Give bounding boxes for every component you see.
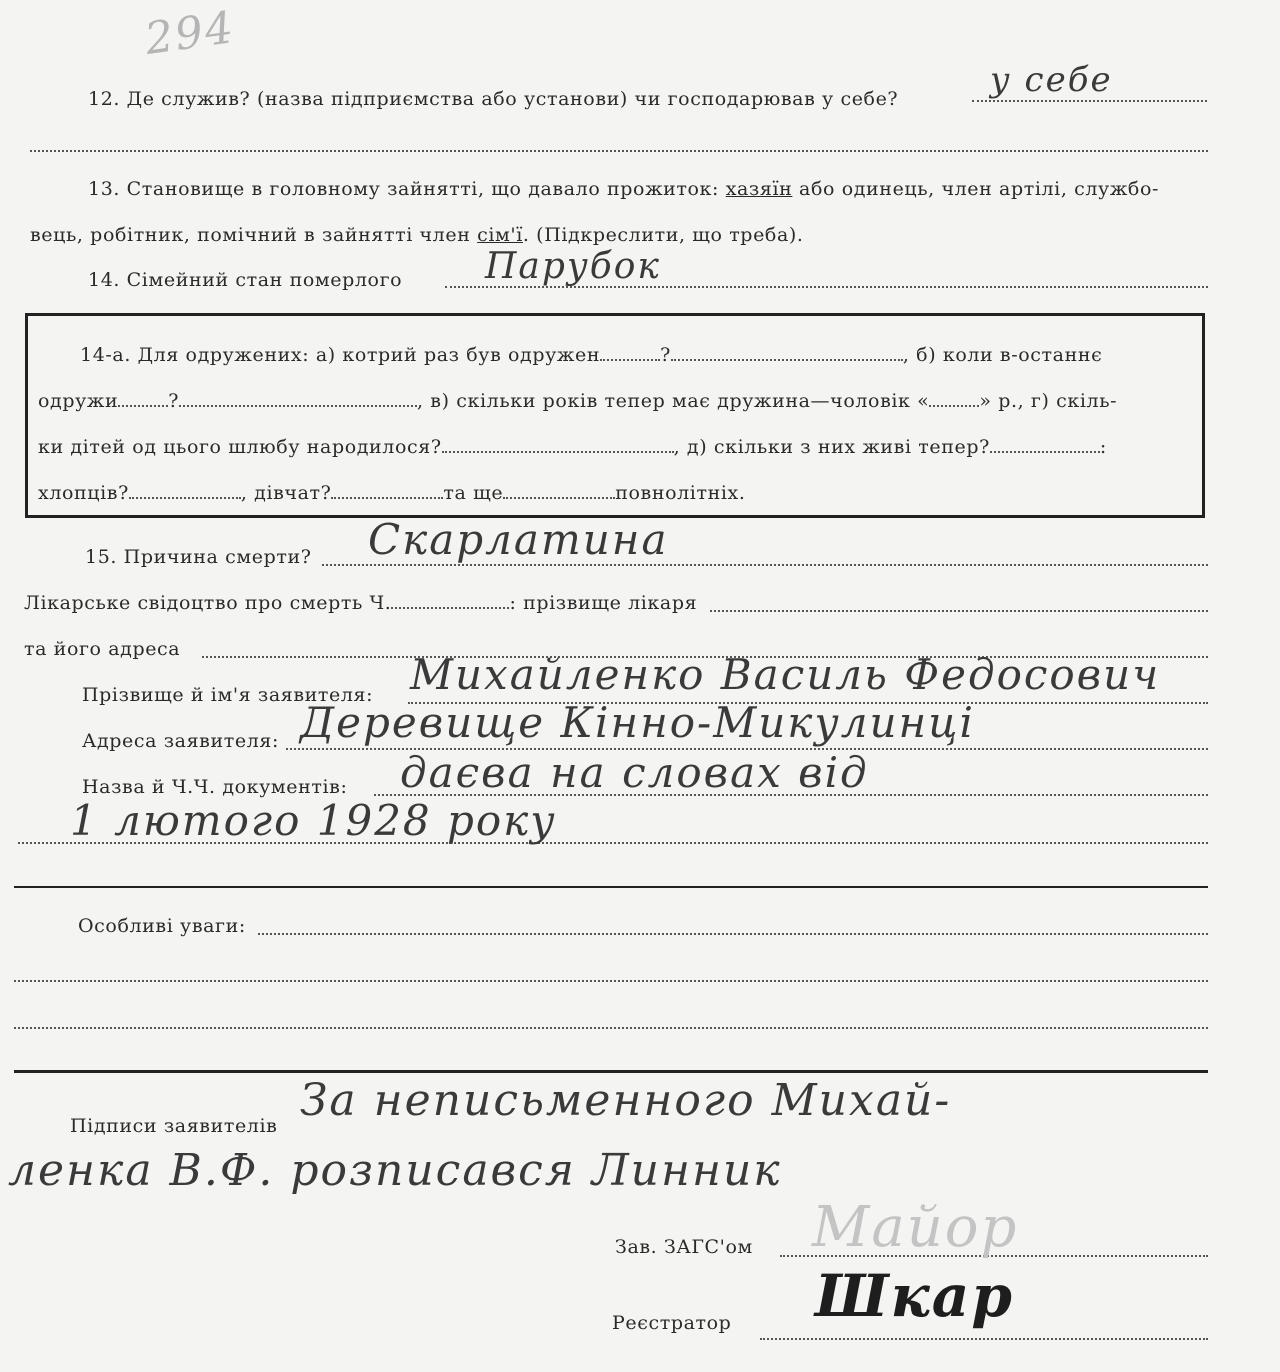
signatures-label: Підписи заявителів xyxy=(70,1115,278,1137)
q14a-row2: одружи ? , в) скільки років тепер має дружина—чоловік « » р., г) скіль- xyxy=(38,390,1118,412)
q12-answer-line xyxy=(972,100,1207,102)
q12-answer: у себе xyxy=(990,60,1113,100)
notes-line1 xyxy=(258,933,1208,935)
applicant-address-label: Адреса заявителя: xyxy=(82,730,279,752)
margin-note: 294 xyxy=(141,1,239,66)
q14a-row1: 14-а. Для одружених: а) котрий раз був одружен ? , б) коли в-останнє xyxy=(80,344,1103,366)
section-divider-1 xyxy=(14,886,1208,888)
notes-label: Особливі уваги: xyxy=(78,915,246,937)
cert-label: Лікарське свідоцтво про смерть Ч. : прізвище лікаря xyxy=(24,592,698,614)
q13-simyi: сім'ї xyxy=(477,224,523,246)
documents-value-line2: 1 лютого 1928 року xyxy=(70,796,557,845)
applicant-address-value: Деревище Кінно-Микулинці xyxy=(300,698,975,747)
notes-line2 xyxy=(14,980,1208,982)
q13-line1: 13. Становище в головному зайнятті, що давало прожиток: хазяїн або одинець, член артілі, службо- xyxy=(88,178,1160,200)
zags-label: Зав. ЗАГС'ом xyxy=(615,1236,753,1258)
q14-answer: Парубок xyxy=(485,246,661,287)
q12-label: 12. Де служив? (назва підприємства або установи) чи господарював у себе? xyxy=(88,88,899,110)
q15-answer: Скарлатина xyxy=(368,515,669,564)
q15-answer-line xyxy=(322,564,1208,566)
registrar-signature: Шкар xyxy=(815,1262,1014,1330)
notes-line3 xyxy=(14,1027,1208,1029)
q14-label: 14. Сімейний стан померлого xyxy=(88,269,403,291)
q13-line2: вець, робітник, помічний в зайнятті член сім'ї. (Підкреслити, що треба). xyxy=(30,224,804,246)
q14a-row3: ки дітей од цього шлюбу народилося? , д) скільки з них живі тепер? : xyxy=(38,436,1107,458)
q14a-row4: хлопців? , дівчат? та ще повнолітніх. xyxy=(38,482,746,504)
applicant-name-value: Михайленко Василь Федосович xyxy=(410,650,1161,699)
section-divider-2 xyxy=(14,1070,1208,1073)
zags-signature: Майор xyxy=(812,1195,1019,1260)
signatures-value-line1: За неписьменного Михай- xyxy=(300,1075,952,1126)
q12-second-line xyxy=(30,150,1208,152)
q15-label: 15. Причина смерти? xyxy=(85,546,312,568)
registrar-label: Реєстратор xyxy=(612,1312,732,1334)
cert-doctor-line xyxy=(710,610,1208,612)
registrar-line xyxy=(760,1338,1208,1340)
applicant-name-label: Прізвище й ім'я заявителя: xyxy=(82,684,374,706)
documents-label: Назва й Ч.Ч. документів: xyxy=(82,776,348,798)
documents-value-line1: даєва на словах від xyxy=(400,748,869,797)
doctor-address-label: та його адреса xyxy=(24,638,181,660)
q13-hazyain: хазяїн xyxy=(725,178,793,200)
signatures-value-line2: ленка В.Ф. розписався Линник xyxy=(8,1145,782,1196)
